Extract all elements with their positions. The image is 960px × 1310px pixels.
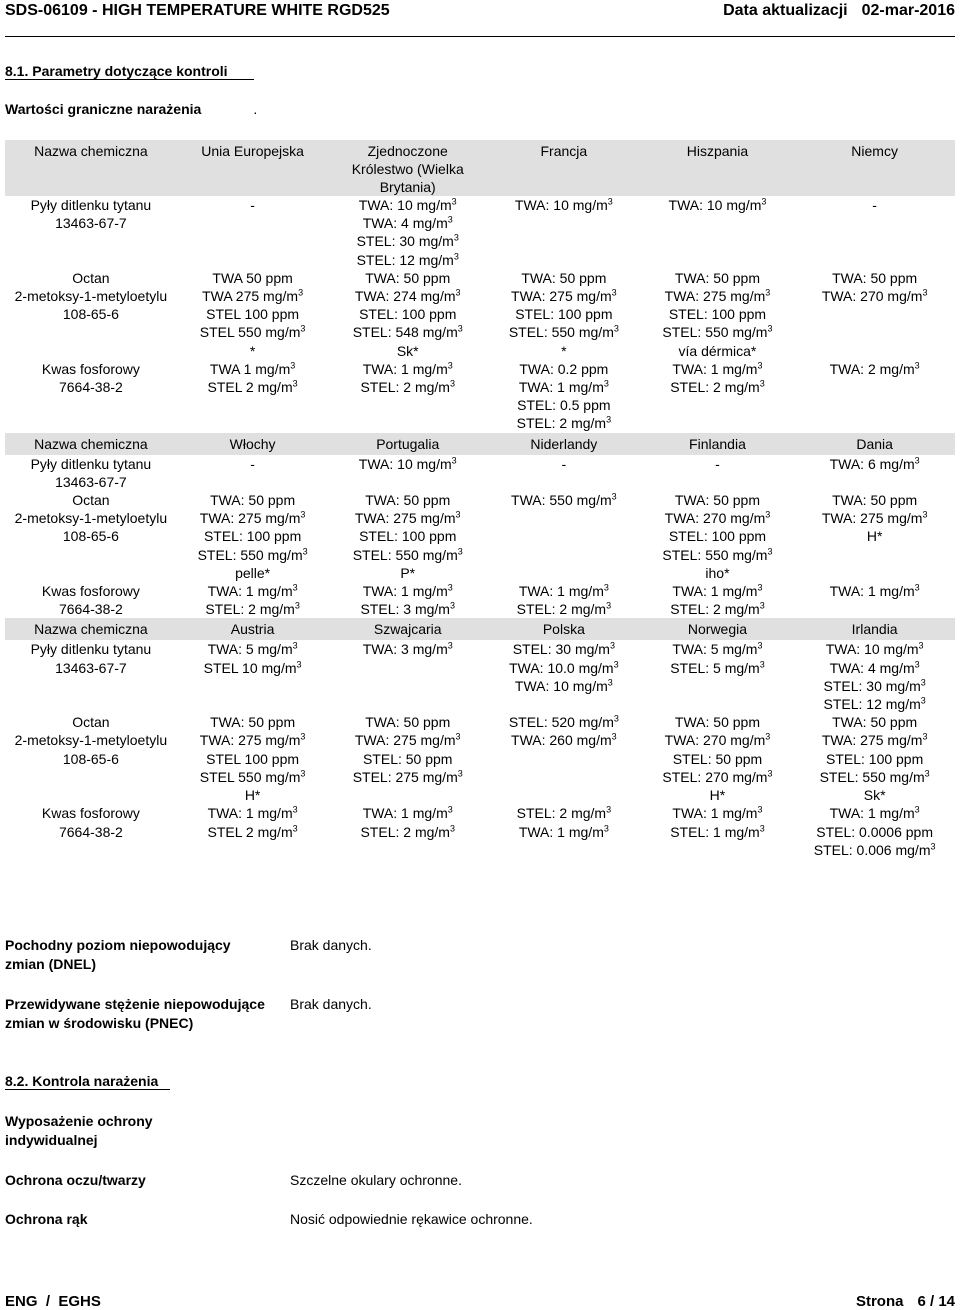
limit-value-cell	[328, 640, 487, 713]
limit-value-line: TWA: 50 ppm	[521, 269, 607, 286]
chemical-name-cell	[5, 455, 177, 491]
limit-value-line: TWA 275 $mg/m^3$	[202, 287, 304, 305]
chemical-name-cell	[5, 640, 177, 713]
limit-value-line: TWA: 4 $mg/m^3$	[362, 214, 453, 232]
limit-value-line: TWA: 50 ppm	[365, 269, 451, 286]
limit-value-cell	[487, 455, 641, 491]
limit-value-line: STEL: 30 $mg/m^3$	[512, 640, 615, 658]
chemical-name-cell	[5, 582, 177, 618]
chemical-name-line: 13463-67-7	[55, 215, 127, 232]
hand-protection-value: Nosić odpowiednie rękawice ochronne.	[290, 1211, 533, 1227]
limit-value-line: STEL: 0.5 ppm	[517, 397, 611, 414]
chemical-name-line: Kwas fosforowy	[41, 360, 140, 377]
country-name: Austria	[230, 621, 275, 638]
limit-value-cell	[794, 360, 955, 433]
country-name: Finlandia	[689, 435, 746, 452]
limit-value-line: TWA: 1 $mg/m^3$	[672, 360, 763, 377]
dnel-value: Brak danych.	[290, 937, 372, 953]
footer-format: ENG / EGHS	[5, 1293, 101, 1310]
limit-value-cell	[641, 804, 795, 859]
limit-value-line: STEL: 5 $mg/m^3$	[670, 659, 765, 676]
chemical-name-line: Pyły ditlenku tytanu	[30, 641, 152, 658]
limit-value-line: TWA: 50 ppm	[832, 492, 918, 509]
chemical-name-line: 108-65-6	[62, 306, 119, 323]
chemical-name-line: 7664-38-2	[58, 601, 123, 618]
limit-value-line: TWA: 1 $mg/m^3$	[362, 804, 453, 822]
hand-protection-label: Ochrona rąk	[5, 1211, 88, 1227]
country-header	[487, 140, 641, 196]
chemical-name-line: 13463-67-7	[55, 659, 127, 676]
limit-value-line: -	[250, 197, 255, 213]
limit-value-cell	[177, 804, 329, 859]
limit-value-line: STEL 550 $mg/m^3$	[199, 323, 306, 341]
limit-value-cell	[641, 640, 795, 713]
table-row	[5, 640, 955, 713]
limit-value-line: *	[561, 342, 567, 359]
limit-value-cell	[641, 360, 795, 433]
limit-value-line: -	[561, 455, 567, 472]
limit-value-line: TWA: 2 $mg/m^3$	[829, 360, 920, 377]
limit-value-line: H*	[866, 528, 883, 545]
country-header	[487, 618, 641, 640]
limit-value-line: TWA: 1 $mg/m^3$	[207, 582, 298, 600]
limit-value-line: TWA: 50 ppm	[365, 492, 451, 509]
limit-value-cell	[177, 491, 329, 582]
limit-value-line: TWA: 10 $mg/m^3$	[668, 196, 767, 213]
limit-value-line: Sk*	[396, 342, 419, 359]
eye-protection-value: Szczelne okulary ochronne.	[290, 1172, 462, 1188]
table-row	[5, 196, 955, 269]
limit-value-cell	[328, 455, 487, 491]
limit-value-line: TWA: 275 $mg/m^3$	[511, 287, 617, 305]
limit-value-cell	[794, 455, 955, 491]
limit-value-line: TWA: 10.0 $mg/m^3$	[509, 659, 619, 676]
chemical-name-line: 108-65-6	[62, 528, 119, 545]
chemical-name-line: Kwas fosforowy	[41, 805, 140, 822]
limit-value-line: H*	[709, 787, 726, 804]
revision-date-value: 02-mar-2016	[861, 2, 955, 19]
limit-value-line: TWA: 50 ppm	[210, 492, 296, 509]
limit-value-line: STEL: 550 $mg/m^3$	[197, 546, 308, 563]
limit-value-line: STEL: 2 $mg/m^3$	[516, 600, 612, 618]
revision-date-label: Data aktualizacji	[723, 2, 848, 19]
limit-value-cell	[328, 196, 487, 269]
limit-value-line: STEL: 550 $mg/m^3$	[662, 546, 773, 563]
country-header	[794, 618, 955, 640]
limit-value-line: STEL: 100 ppm	[825, 750, 924, 767]
table-row	[5, 713, 955, 804]
limit-value-cell	[641, 196, 795, 269]
limit-value-line: STEL: 100 ppm	[668, 306, 767, 323]
chemical-name-cell	[5, 196, 177, 269]
chemical-name-line: 13463-67-7	[55, 473, 127, 490]
limit-value-cell	[794, 582, 955, 618]
limit-value-line: STEL: 275 $mg/m^3$	[352, 768, 463, 785]
country-header	[328, 433, 487, 455]
limit-value-cell	[487, 640, 641, 713]
limit-value-line: TWA: 0.2 ppm	[519, 360, 609, 377]
limit-value-line: STEL: 2 $mg/m^3$	[516, 804, 612, 822]
limit-value-line: TWA: 275 $mg/m^3$	[664, 287, 771, 305]
limit-value-cell	[177, 713, 329, 804]
limit-value-cell	[487, 491, 641, 582]
limit-value-line: STEL: 2 $mg/m^3$	[670, 600, 765, 618]
limit-value-line: STEL: 520 $mg/m^3$	[508, 713, 619, 731]
limit-value-line: TWA: 275 $mg/m^3$	[199, 731, 306, 749]
limit-value-line: STEL: 3 $mg/m^3$	[360, 600, 455, 618]
limit-value-cell	[177, 269, 329, 360]
limit-value-cell	[328, 582, 487, 618]
limit-value-cell	[328, 491, 487, 582]
table-row	[5, 360, 955, 433]
limit-value-line: TWA: 50 ppm	[832, 714, 918, 731]
pnec-label: Przewidywane stężenie niepowodujące zmian w środowisku (PNEC)	[5, 996, 265, 1031]
limit-value-line: STEL: 100 ppm	[359, 306, 457, 323]
limit-value-line: TWA: 275 $mg/m^3$	[199, 509, 306, 527]
limit-value-line: TWA: 1 $mg/m^3$	[518, 378, 609, 396]
limit-value-line: TWA 50 ppm	[212, 269, 293, 286]
limit-value-line: TWA: 1 $mg/m^3$	[362, 582, 453, 600]
country-name: Portugalia	[376, 435, 440, 452]
chemical-name-line: Pyły ditlenku tytanu	[30, 197, 152, 213]
limit-value-line: STEL: 30 $mg/m^3$	[356, 232, 459, 250]
limit-value-line: STEL: 2 $mg/m^3$	[205, 600, 300, 618]
country-name: Włochy	[229, 435, 276, 452]
limit-value-line: STEL: 548 $mg/m^3$	[352, 323, 463, 341]
country-header	[794, 433, 955, 455]
limit-value-cell	[487, 269, 641, 360]
limit-value-cell	[794, 491, 955, 582]
limit-value-line: TWA: 260 $mg/m^3$	[511, 731, 617, 749]
limit-value-line: H*	[244, 787, 261, 804]
country-header	[641, 618, 795, 640]
limit-value-line: TWA: 1 $mg/m^3$	[829, 804, 920, 822]
country-header	[487, 433, 641, 455]
limit-value-line: STEL: 2 $mg/m^3$	[670, 378, 765, 396]
chemical-name-line: Octan	[72, 714, 110, 731]
country-header	[641, 433, 795, 455]
country-name: Norwegia	[687, 621, 748, 638]
country-header-row	[5, 433, 955, 455]
limit-value-line: TWA: 10 $mg/m^3$	[358, 454, 457, 472]
limit-value-line: STEL: 2 $mg/m^3$	[516, 414, 612, 432]
limit-value-line: TWA: 3 $mg/m^3$	[362, 640, 453, 658]
limit-value-cell	[177, 455, 329, 491]
limit-value-cell	[328, 269, 487, 360]
chemical-name-line: Octan	[72, 269, 110, 286]
limit-value-line: TWA: 275 $mg/m^3$	[354, 509, 461, 527]
limit-value-line: TWA: 6 $mg/m^3$	[829, 454, 920, 472]
chemical-name-header: Nazwa chemiczna	[5, 433, 177, 455]
limit-value-line: TWA: 1 $mg/m^3$	[207, 804, 298, 822]
limit-value-line: TWA: 1 $mg/m^3$	[518, 582, 609, 600]
country-name: Polska	[542, 621, 585, 638]
country-header	[328, 618, 487, 640]
dnel-label: Pochodny poziom niepowodujący zmian (DNEL)	[5, 937, 231, 972]
limit-value-cell	[177, 196, 329, 269]
country-header-row	[5, 618, 955, 640]
limit-value-line: -	[250, 455, 255, 472]
country-name: Francja	[540, 143, 588, 159]
limit-value-cell	[641, 455, 795, 491]
limit-value-line: *	[249, 342, 256, 359]
document-header	[5, 2, 955, 32]
limit-value-line: iho*	[705, 564, 730, 581]
limit-value-cell	[487, 713, 641, 804]
chemical-name-line: Pyły ditlenku tytanu	[30, 455, 152, 472]
limit-value-cell	[487, 360, 641, 433]
table-row	[5, 269, 955, 360]
limit-value-line: TWA: 50 ppm	[210, 714, 296, 731]
limit-value-line: TWA: 10 $mg/m^3$	[514, 196, 613, 213]
limit-value-line: STEL 10 $mg/m^3$	[203, 659, 302, 676]
country-name: Irlandia	[851, 621, 898, 638]
limit-value-cell	[328, 360, 487, 433]
country-header	[641, 140, 795, 196]
limit-value-line: TWA 1 $mg/m^3$	[209, 360, 296, 377]
limit-value-line: STEL: 0.0006 ppm	[816, 823, 933, 840]
limit-value-line: STEL 100 ppm	[206, 750, 300, 767]
limit-value-line: STEL: 550 $mg/m^3$	[508, 323, 619, 341]
section-8-2-title: 8.2. Kontrola narażenia	[5, 1073, 170, 1090]
section-8-1-title: 8.1. Parametry dotyczące kontroli	[5, 63, 254, 80]
country-header	[328, 140, 487, 196]
limit-value-line: TWA: 1 $mg/m^3$	[672, 582, 763, 600]
limit-value-line: P*	[400, 564, 416, 581]
limit-value-cell	[177, 582, 329, 618]
limit-value-line: TWA: 270 $mg/m^3$	[664, 731, 771, 749]
chemical-name-line: Octan	[72, 492, 110, 509]
chemical-name-line: 2-metoksy-1-metyloetylu	[14, 510, 168, 527]
limit-value-line: TWA: 50 ppm	[674, 714, 760, 731]
table-row	[5, 455, 955, 491]
limit-value-line: -	[715, 455, 720, 472]
limit-value-line: -	[872, 197, 877, 213]
limit-value-line: STEL: 100 ppm	[359, 528, 457, 545]
chemical-name-line: 108-65-6	[62, 750, 119, 767]
country-name: Hiszpania	[686, 143, 749, 159]
limit-value-line: STEL 100 ppm	[206, 306, 300, 323]
limit-value-line: STEL: 550 $mg/m^3$	[352, 546, 463, 563]
limit-value-line: STEL: 2 $mg/m^3$	[360, 822, 455, 840]
chemical-name-line: Kwas fosforowy	[41, 583, 140, 600]
limit-value-line: STEL: 30 $mg/m^3$	[823, 677, 926, 694]
limit-value-line: STEL: 100 ppm	[203, 528, 302, 545]
table-row	[5, 804, 955, 859]
exposure-limits-subtitle: Wartości graniczne narażenia .	[5, 101, 258, 117]
limit-value-line: TWA: 50 ppm	[674, 269, 760, 286]
limit-value-cell	[487, 582, 641, 618]
limit-value-cell	[794, 713, 955, 804]
limit-value-line: TWA: 275 $mg/m^3$	[821, 731, 928, 749]
limit-value-cell	[794, 269, 955, 360]
document-title: SDS-06109 - HIGH TEMPERATURE WHITE RGD525	[5, 2, 390, 19]
limit-value-line: STEL: 1 $mg/m^3$	[670, 822, 765, 840]
limit-value-line: TWA: 274 $mg/m^3$	[354, 287, 461, 305]
table-row	[5, 582, 955, 618]
country-name: Brytania)	[379, 179, 436, 195]
country-header	[177, 618, 329, 640]
chemical-name-cell	[5, 360, 177, 433]
limit-value-cell	[794, 640, 955, 713]
limit-value-cell	[641, 582, 795, 618]
limit-value-line: STEL: 0.006 $mg/m^3$	[813, 841, 936, 858]
limit-value-line: STEL: 550 $mg/m^3$	[819, 768, 930, 785]
country-name: Zjednoczone	[367, 143, 448, 159]
limit-value-line: STEL: 2 $mg/m^3$	[360, 378, 455, 396]
limit-value-line: TWA: 275 $mg/m^3$	[821, 509, 928, 527]
limit-value-cell	[328, 713, 487, 804]
limit-value-line: vía dérmica*	[678, 342, 757, 359]
limit-value-cell	[794, 804, 955, 859]
limit-value-line: TWA: 10 $mg/m^3$	[825, 640, 924, 658]
country-name: Szwajcaria	[373, 621, 442, 638]
limit-value-line: TWA: 1 $mg/m^3$	[518, 822, 609, 840]
limit-value-line: STEL 2 $mg/m^3$	[207, 378, 298, 396]
limit-value-cell	[487, 196, 641, 269]
limit-value-line: TWA: 50 ppm	[674, 492, 760, 509]
country-name: Dania	[856, 435, 893, 452]
country-name: Królestwo (Wielka	[351, 161, 464, 177]
country-name: Niemcy	[851, 143, 898, 159]
country-header	[794, 140, 955, 196]
limit-value-line: STEL 550 $mg/m^3$	[199, 768, 306, 785]
header-divider	[5, 36, 955, 37]
limit-value-line: TWA: 1 $mg/m^3$	[362, 360, 453, 377]
limit-value-cell	[177, 360, 329, 433]
limit-value-cell	[794, 196, 955, 269]
limit-value-line: TWA: 4 $mg/m^3$	[829, 659, 920, 676]
limit-value-line: STEL: 12 $mg/m^3$	[823, 695, 926, 713]
revision-date	[723, 2, 955, 20]
limit-value-line: TWA: 550 $mg/m^3$	[511, 491, 617, 509]
page-number: Strona 6 / 14	[855, 1293, 955, 1310]
limit-value-line: TWA: 1 $mg/m^3$	[829, 582, 920, 600]
chemical-name-line: 7664-38-2	[58, 379, 123, 396]
limit-value-line: TWA: 10 $mg/m^3$	[358, 196, 457, 213]
pnec-value: Brak danych.	[290, 996, 372, 1012]
limit-value-line: STEL 2 $mg/m^3$	[207, 822, 298, 840]
limit-value-line: TWA: 50 ppm	[832, 269, 918, 286]
limit-value-line: STEL: 12 $mg/m^3$	[356, 250, 459, 268]
limit-value-line: STEL: 100 ppm	[668, 528, 767, 545]
exposure-limits-table	[5, 140, 955, 859]
limit-value-cell	[177, 640, 329, 713]
chemical-name-line: 2-metoksy-1-metyloetylu	[14, 288, 168, 305]
limit-value-line: TWA: 10 $mg/m^3$	[514, 677, 613, 694]
chemical-name-header: Nazwa chemiczna	[5, 140, 177, 196]
limit-value-line: TWA: 5 $mg/m^3$	[672, 640, 763, 658]
limit-value-line: STEL: 100 ppm	[515, 306, 613, 323]
limit-value-line: TWA: 275 $mg/m^3$	[354, 731, 461, 749]
chemical-name-header: Nazwa chemiczna	[5, 618, 177, 640]
limit-value-cell	[328, 804, 487, 859]
chemical-name-cell	[5, 269, 177, 360]
limit-value-cell	[641, 491, 795, 582]
chemical-name-line: 7664-38-2	[58, 823, 123, 840]
limit-value-line: TWA: 50 ppm	[365, 714, 451, 731]
chemical-name-cell	[5, 491, 177, 582]
limit-value-line: pelle*	[235, 564, 271, 581]
country-name: Unia Europejska	[201, 143, 304, 159]
limit-value-line: STEL: 50 ppm	[672, 750, 763, 767]
limit-value-line: STEL: 270 $mg/m^3$	[662, 768, 773, 785]
limit-value-cell	[641, 269, 795, 360]
chemical-name-cell	[5, 713, 177, 804]
country-header	[177, 140, 329, 196]
country-header	[177, 433, 329, 455]
limit-value-line: STEL: 50 ppm	[362, 750, 453, 767]
chemical-name-cell	[5, 804, 177, 859]
eye-protection-label: Ochrona oczu/twarzy	[5, 1172, 146, 1188]
table-row	[5, 491, 955, 582]
chemical-name-line: 2-metoksy-1-metyloetylu	[14, 732, 168, 749]
limit-value-line: TWA: 270 $mg/m^3$	[664, 509, 771, 527]
limit-value-cell	[641, 713, 795, 804]
limit-value-line: TWA: 5 $mg/m^3$	[207, 640, 298, 658]
limit-value-line: TWA: 1 $mg/m^3$	[672, 804, 763, 822]
limit-value-cell	[487, 804, 641, 859]
limit-value-line: Sk*	[863, 787, 886, 804]
country-header-row	[5, 140, 955, 196]
country-name: Niderlandy	[530, 435, 598, 452]
limit-value-line: TWA: 270 $mg/m^3$	[821, 287, 928, 305]
limit-value-line: STEL: 550 $mg/m^3$	[662, 323, 773, 341]
